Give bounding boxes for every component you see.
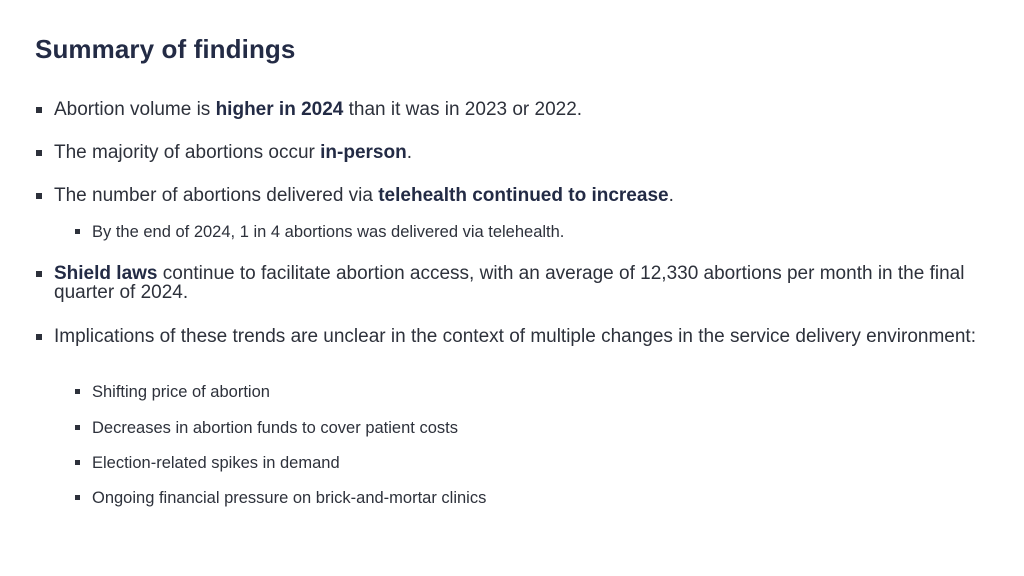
bullet-text: The majority of abortions occur [54, 142, 321, 163]
sub-bullet-clinics [92, 489, 972, 507]
bullet-implications [54, 327, 984, 346]
sub-bullet-text: Decreases in abortion funds to cover patient costs [92, 419, 458, 437]
sub-bullet-text: Ongoing financial pressure on brick-and-mortar clinics [92, 489, 487, 507]
square-bullet-icon [75, 460, 80, 465]
bullet-emphasis: higher in 2024 [215, 99, 344, 120]
bullet-text: . [406, 142, 412, 163]
bullet-shield-laws [54, 264, 984, 302]
square-bullet-icon [36, 107, 42, 113]
bullet-text: than it was in 2023 or 2022. [343, 99, 583, 120]
sub-bullet-telehealth-share [92, 223, 972, 241]
square-bullet-icon [36, 150, 42, 156]
square-bullet-icon [36, 334, 42, 340]
square-bullet-icon [36, 271, 42, 277]
bullet-in-person [54, 143, 984, 162]
bullet-text: Implications of these trends are unclear in the context of multiple changes in the service delivery environment: [54, 326, 976, 347]
sub-bullet-election [92, 454, 972, 472]
square-bullet-icon [75, 495, 80, 500]
square-bullet-icon [75, 425, 80, 430]
bullet-text: The number of abortions delivered via [54, 185, 379, 206]
bullet-abortion-volume [54, 100, 984, 119]
bullet-telehealth [54, 186, 984, 205]
square-bullet-icon [36, 193, 42, 199]
sub-bullet-text: By the end of 2024, 1 in 4 abortions was delivered via telehealth. [92, 223, 565, 241]
bullet-emphasis: in-person [320, 142, 407, 163]
square-bullet-icon [75, 229, 80, 234]
square-bullet-icon [75, 389, 80, 394]
page-title: Summary of findings [35, 34, 296, 64]
sub-bullet-funds [92, 419, 972, 437]
bullet-text: continue to facilitate abortion access, with an average of 12,330 abortions per month in the final quarter of 2024. [54, 263, 965, 303]
bullet-text: . [668, 185, 674, 206]
bullet-text: Abortion volume is [54, 99, 216, 120]
sub-bullet-text: Shifting price of abortion [92, 383, 270, 401]
bullet-emphasis: telehealth continued to increase [378, 185, 669, 206]
bullet-emphasis: Shield laws [54, 263, 158, 284]
sub-bullet-price [92, 383, 972, 401]
sub-bullet-text: Election-related spikes in demand [92, 454, 340, 472]
